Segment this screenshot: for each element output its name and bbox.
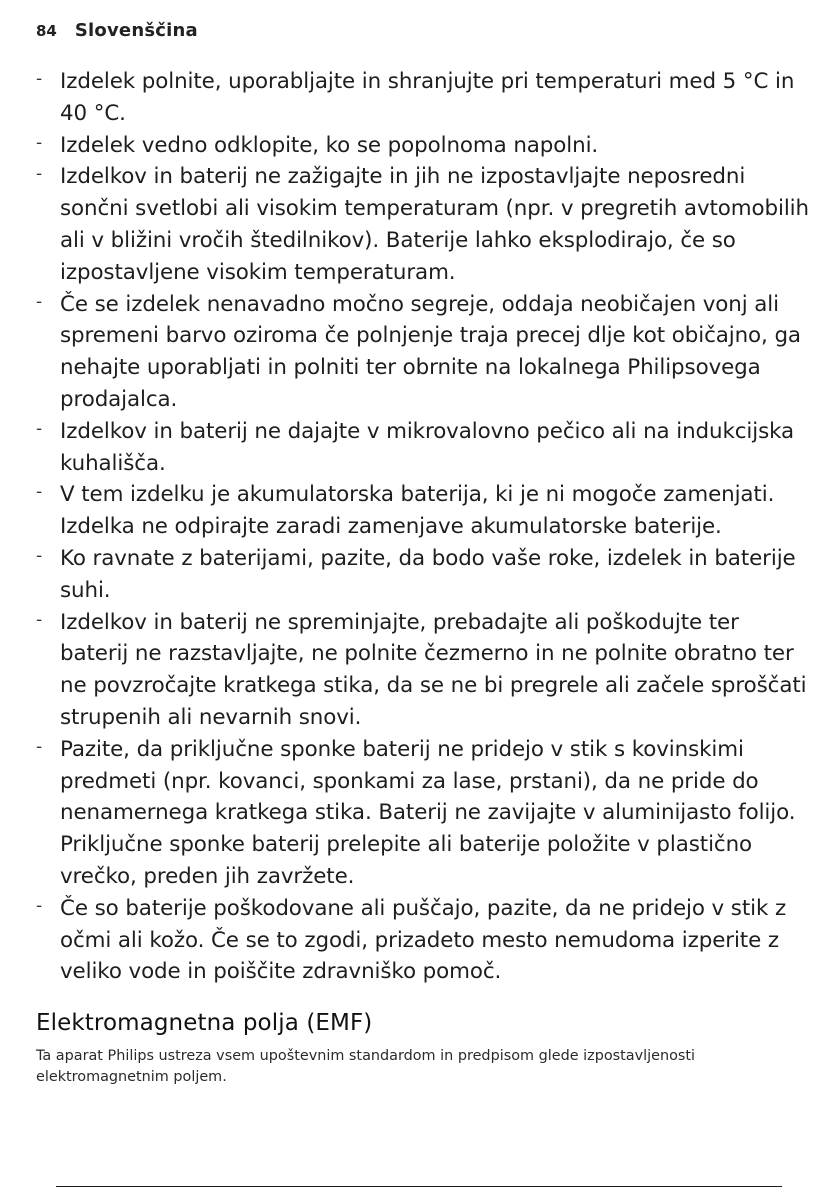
safety-warnings-list: [36, 66, 811, 988]
bullet-dash: -: [36, 609, 43, 630]
bullet-dash: -: [36, 482, 43, 503]
warning-item: [36, 66, 811, 130]
page-number: 84: [36, 22, 57, 40]
section-language-label: Slovenščina: [74, 20, 198, 41]
bullet-dash: -: [36, 895, 43, 916]
page-header: [36, 20, 198, 41]
bullet-dash: -: [36, 545, 43, 566]
warning-text: Če se izdelek nenavadno močno segreje, oddaja neobičajen vonj ali spremeni barvo oziroma če polnjenje traja precej dlje kot običajno, ga nehajte uporabljati in polniti ter obrnite na lokalnega Philipsovega prodajalca.: [60, 291, 801, 412]
bullet-dash: -: [36, 418, 43, 439]
warning-item: [36, 416, 811, 480]
bullet-dash: -: [36, 132, 43, 153]
warning-text: Izdelkov in baterij ne zažigajte in jih ne izpostavljajte neposredni sončni svetlobi ali visokim temperaturam (npr. v pregretih avtomobilih ali v bližini vročih štedilnikov). Baterije lahko eksplodirajo, če so izpostavljene visokim temperaturam.: [60, 164, 809, 285]
warning-item: [36, 543, 811, 607]
emf-heading: Elektromagnetna polja (EMF): [36, 1010, 373, 1036]
warning-item: [36, 161, 811, 288]
footer-divider: [56, 1186, 782, 1187]
warning-text: Izdelek polnite, uporabljajte in shranjujte pri temperaturi med 5 °C in 40 °C.: [60, 69, 795, 126]
warning-item: [36, 479, 811, 543]
warning-item: [36, 289, 811, 416]
bullet-dash: -: [36, 164, 43, 185]
warning-text: Ko ravnate z baterijami, pazite, da bodo vaše roke, izdelek in baterije suhi.: [60, 545, 796, 603]
warning-text: Če so baterije poškodovane ali puščajo, pazite, da ne pridejo v stik z očmi ali kožo. Če se to zgodi, prizadeto mesto nemudoma izperite z veliko vode in poiščite zdravniško pomoč.: [60, 895, 787, 985]
bullet-dash: -: [36, 291, 43, 312]
warning-item: [36, 130, 811, 162]
warning-text: Pazite, da priključne sponke baterij ne pridejo v stik s kovinskimi predmeti (npr. kovanci, sponkami za lase, prstani), da ne pride do nenamernega kratkega stika. Baterij ne zavijajte v aluminijasto folijo. Priključne sponke baterij prelepite ali baterije položite v plastično vrečko, preden jih zavržete.: [60, 736, 796, 889]
bullet-dash: -: [36, 69, 43, 89]
warning-text: Izdelkov in baterij ne dajajte v mikrovalovno pečico ali na indukcijska kuhališča.: [60, 418, 795, 476]
warning-item: [36, 734, 811, 893]
warning-item: [36, 893, 811, 988]
warning-text: Izdelkov in baterij ne spreminjajte, prebadajte ali poškodujte ter baterij ne razstavljajte, ne polnite čezmerno in ne polnite obratno ter ne povzročajte kratkega stika, da se ne bi pregrele ali začele sproščati strupenih ali nevarnih snovi.: [60, 609, 807, 730]
warning-item: [36, 607, 811, 734]
bullet-dash: -: [36, 736, 43, 757]
warning-text: V tem izdelku je akumulatorska baterija, ki je ni mogoče zamenjati. Izdelka ne odpirajte zaradi zamenjave akumulatorske baterije.: [60, 482, 775, 540]
warning-text: Izdelek vedno odklopite, ko se popolnoma napolni.: [60, 132, 599, 158]
emf-paragraph: Ta aparat Philips ustreza vsem upoštevnim standardom in predpisom glede izpostavljenosti elektromagnetnim poljem.: [36, 1048, 696, 1085]
